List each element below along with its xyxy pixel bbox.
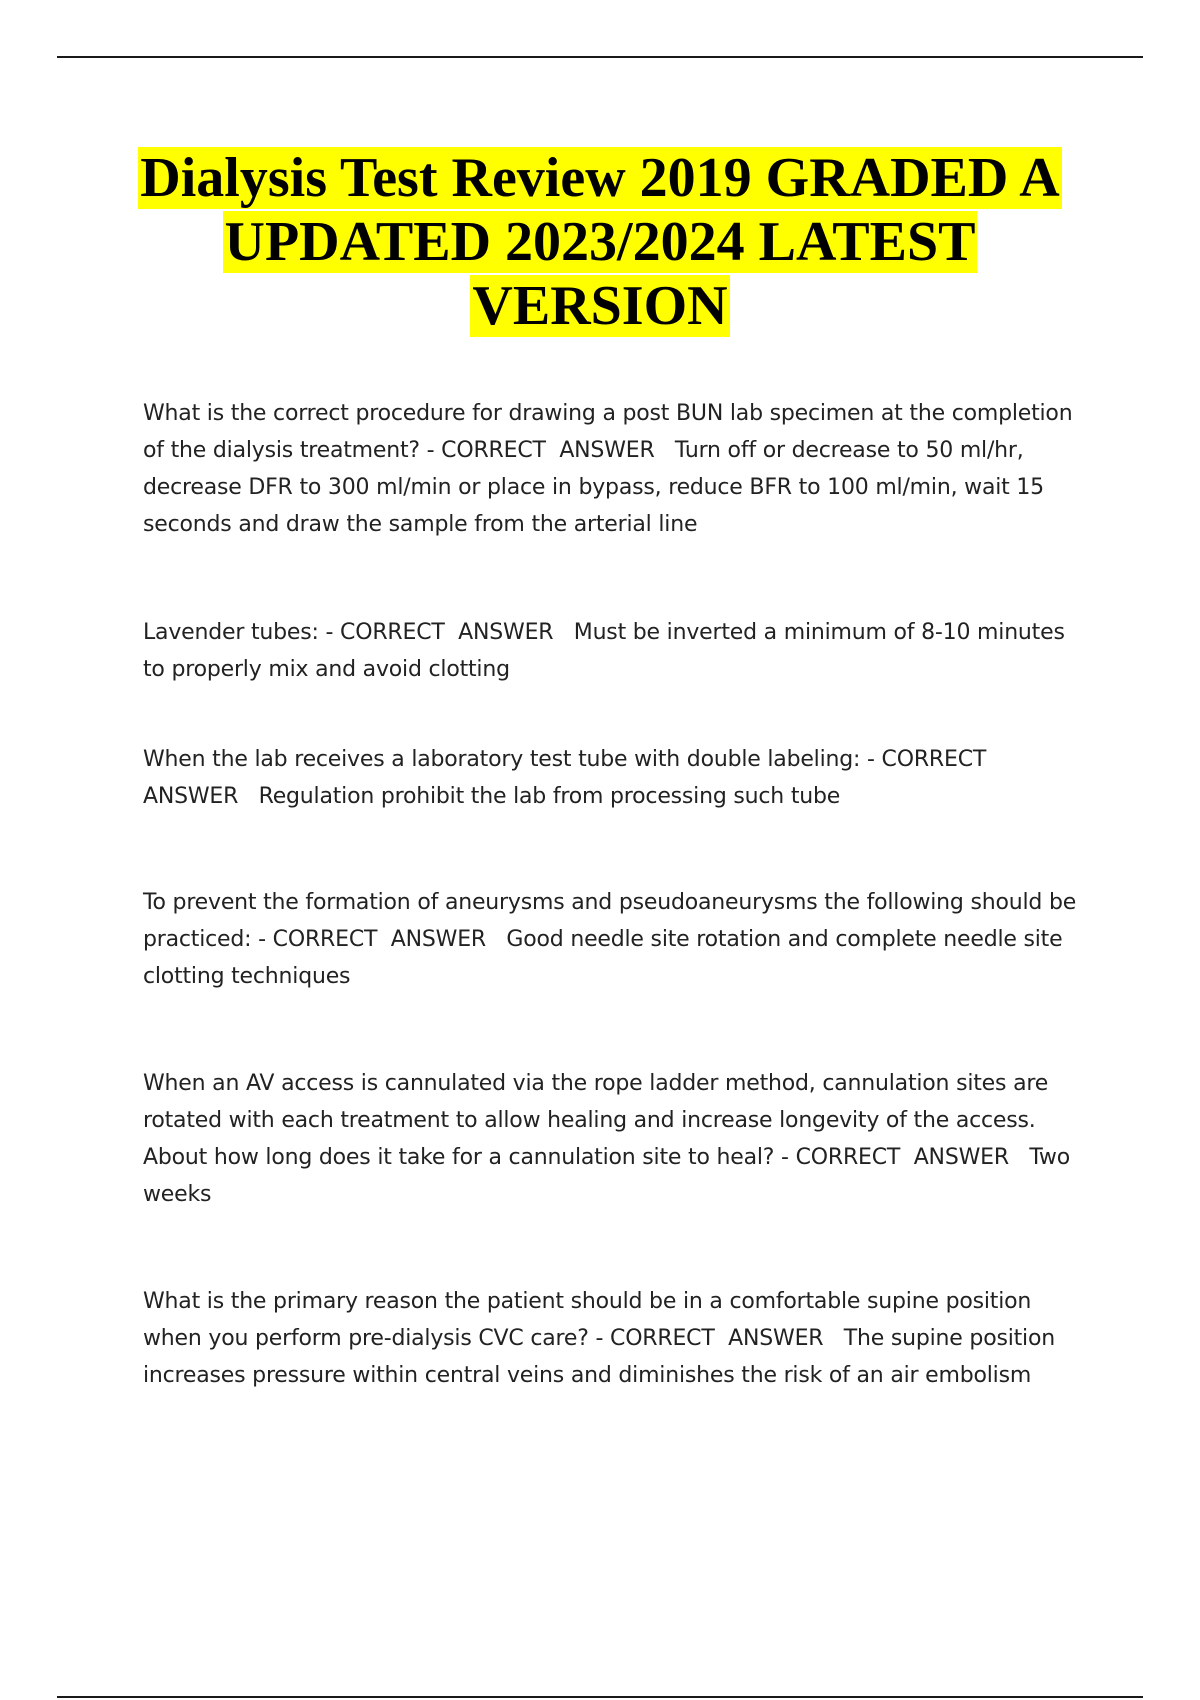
question-text: What is the primary reason the patient should be in a comfortable supine position when you perform pre-dialysis CVC care? — [143, 1289, 1032, 1351]
question-text: When an AV access is cannulated via the rope ladder method, cannulation sites are rotated with each treatment to allow healing and increase longevity of the access. About how long does it take for a cannulation site to heal? — [143, 1071, 1049, 1170]
document-title — [100, 146, 1100, 338]
question-text: What is the correct procedure for drawing a post BUN lab specimen at the completion of the dialysis treatment? — [143, 401, 1073, 463]
question-text: Lavender tubes: — [143, 620, 319, 645]
title-line-1: Dialysis Test Review 2019 GRADED A — [140, 147, 1060, 209]
answer-text: Turn off or decrease to 50 ml/hr, decrease DFR to 300 ml/min or place in bypass, reduce BFR to 100 ml/min, wait 15 seconds and draw the sample from the arterial line — [143, 438, 1044, 537]
correct-answer-marker: - CORRECT ANSWER — [419, 438, 675, 463]
title-line-3: VERSION — [472, 275, 728, 337]
question-text: To prevent the formation of aneurysms and pseudoaneurysms the following should be practiced: — [143, 890, 1077, 952]
answer-text: Two weeks — [143, 1145, 1070, 1207]
qa-item-3 — [143, 741, 1093, 815]
answer-text: The supine position increases pressure within central veins and diminishes the risk of an air embolism — [143, 1326, 1055, 1388]
correct-answer-marker: - CORRECT ANSWER — [588, 1326, 844, 1351]
answer-text: Must be inverted a minimum of 8-10 minutes to properly mix and avoid clotting — [143, 620, 1065, 682]
bottom-rule — [57, 1696, 1143, 1698]
qa-item-6 — [143, 1283, 1093, 1394]
answer-text: Regulation prohibit the lab from processing such tube — [258, 784, 841, 809]
top-rule — [57, 56, 1143, 58]
question-text: When the lab receives a laboratory test tube with double labeling: — [143, 747, 861, 772]
title-line-2: UPDATED 2023/2024 LATEST — [224, 211, 976, 273]
qa-item-2 — [143, 614, 1093, 688]
qa-item-5 — [143, 1065, 1093, 1213]
correct-answer-marker: - CORRECT ANSWER — [774, 1145, 1030, 1170]
correct-answer-marker: - CORRECT ANSWER — [143, 747, 1000, 809]
answer-text: Good needle site rotation and complete needle site clotting techniques — [143, 927, 1063, 989]
qa-item-1 — [143, 395, 1093, 543]
correct-answer-marker: - CORRECT ANSWER — [318, 620, 574, 645]
correct-answer-marker: - CORRECT ANSWER — [251, 927, 507, 952]
qa-item-4 — [143, 884, 1093, 995]
